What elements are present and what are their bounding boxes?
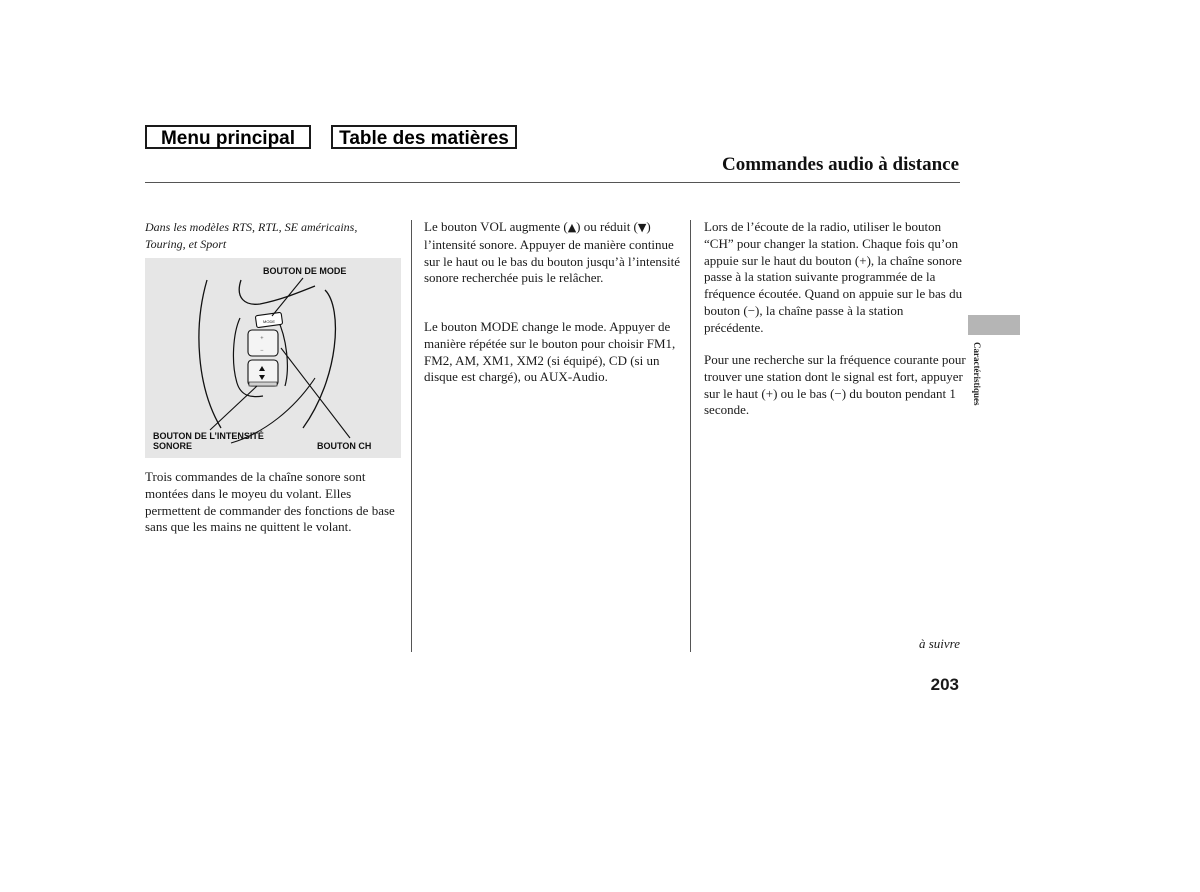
channel-paragraph: Lors de l’écoute de la radio, utiliser le bouton “CH” pour changer la station. Chaque fois qu’on appuie sur le haut du bouton (+), la chaîne sonore passe à la station suivante programmée de la fréquence écoutée. Quand on appuie sur le bas du bouton (−), la chaîne passe à la station précédente. [704,219,963,335]
channel-button-label: BOUTON CH [317,441,372,451]
continued-note: à suivre [918,636,960,651]
svg-text:−: − [260,348,264,354]
section-tab [968,315,1020,335]
mode-paragraph: Le bouton MODE change le mode. Appuyer de manière répétée sur le bouton pour choisir FM1, FM2, AM, XM1, XM2 (si équipé), CD (si un disque est chargé), ou AUX-Audio. [424,319,676,385]
mode-button-label: BOUTON DE MODE [263,266,347,276]
main-menu-button[interactable]: Menu principal [145,125,311,149]
section-title: Commandes audio à distance [722,154,959,175]
model-note: Dans les modèles RTS, RTL, SE américains, Touring, et Sport [145,220,358,251]
down-arrow-icon: ▼ [637,221,647,234]
steering-wheel-illustration [145,258,401,458]
section-tab-label: Caractéristiques [972,342,982,406]
page-number: 203 [930,675,959,694]
mode-cap-text: MODE [263,319,275,324]
svg-text:+: + [260,336,264,342]
steering-wheel-figure [145,258,401,458]
column-divider-2 [690,220,691,652]
column-divider-1 [411,220,412,652]
volume-button-label: BOUTON DE L’INTENSITÉ SONORE [153,431,264,451]
seek-paragraph: Pour une recherche sur la fréquence courante pour trouver une station dont le signal est fort, appuyer sur le haut (+) ou le bas (−) du bouton pendant 1 seconde. [704,352,966,418]
header-rule [145,182,960,183]
intro-paragraph: Trois commandes de la chaîne sonore sont montées dans le moyeu du volant. Elles permettent de commander des fonctions de base sans que les mains ne quittent le volant. [145,469,395,535]
volume-paragraph: Le bouton VOL augmente (▲) ou réduit (▼) l’intensité sonore. Appuyer de manière continue sur le haut ou le bas du bouton jusqu’à l’intensité sonore recherchée puis le relâcher. [424,219,680,286]
up-arrow-icon: ▲ [567,221,577,234]
table-of-contents-button[interactable]: Table des matières [331,125,517,149]
